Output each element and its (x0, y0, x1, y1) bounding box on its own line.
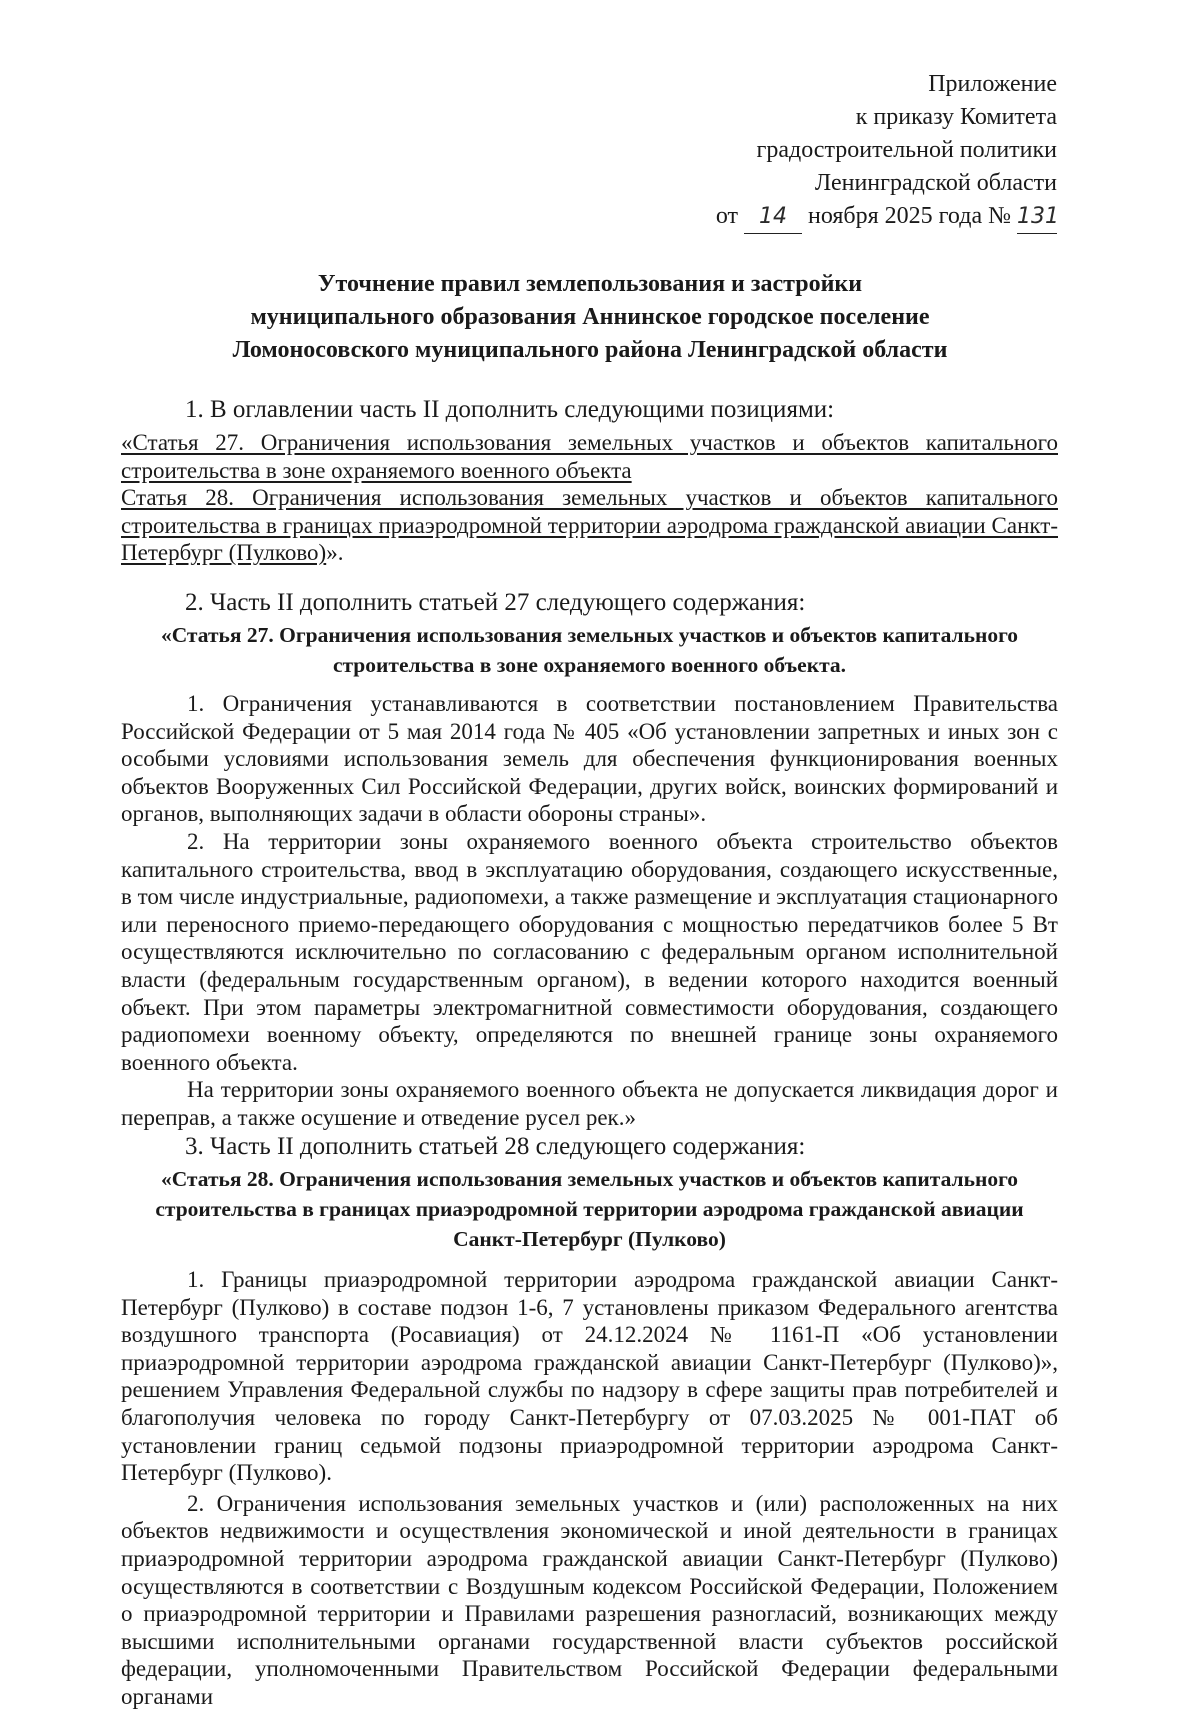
paragraph: 2. На территории зоны охраняемого военного объекта строительство объектов капитального строительства, ввод в эксплуатацию оборудования, создающего искусственные, в том числе индустриальные, радиопомехи, а также размещение и эксплуатация стационарного или переносного приемо-передающего оборудования с мощностью передатчиков более 5 Вт осуществляются исключительно по согласованию с федеральным органом исполнительной власти (федеральным государственным органом), в ведении которого находится военный объект. При этом параметры электромагнитной совместимости оборудования, создающего радиопомехи военному объекту, определяются по внешней границе зоны охраняемого военного объекта. (121, 828, 1058, 1075)
approval-line: градостроительной политики (756, 137, 1057, 163)
toc-line: строительства в границах приаэродромной территории аэродрома гражданской авиации Санкт- (121, 512, 1058, 538)
approval-line: к приказу Комитета (855, 104, 1057, 130)
date-rest: ноября 2025 года № (808, 203, 1011, 229)
section-1 (121, 395, 1058, 567)
handwritten-order-number: 131 (1017, 200, 1057, 234)
toc-line: Статья 28. Ограничения использования земельных участков и объектов капитального (121, 485, 1058, 511)
section-3 (121, 1132, 1058, 1711)
approval-date-line (716, 200, 1057, 234)
toc-additions (121, 429, 1058, 567)
title-line: муниципального образования Аннинское городское поселение (250, 304, 930, 330)
title-line: Уточнение правил землепользования и застройки (317, 271, 863, 297)
approval-line: Приложение (928, 71, 1057, 97)
toc-line: Петербург (Пулково)». (121, 540, 344, 566)
section-heading: 2. Часть II дополнить статьей 27 следующего содержания: (185, 589, 806, 616)
toc-line: «Статья 27. Ограничения использования земельных участков и объектов капитального (121, 430, 1058, 455)
title-line: Ломоносовского муниципального района Ленинградской области (232, 337, 948, 363)
paragraph: 1. Ограничения устанавливаются в соответствии постановлением Правительства Российской Федерации от 5 мая 2014 года № 405 «Об установлении запретных и иных зон с особыми условиями использования земель для обеспечения функционирования военных объектов Вооруженных Сил Российской Федерации, других войск, воинских формирований и органов, выполняющих задачи в области обороны страны». (121, 691, 1058, 827)
approval-line: Ленинградской области (814, 170, 1057, 196)
paragraph: 2. Ограничения использования земельных участков и (или) расположенных на них объектов недвижимости и осуществления экономической и иной деятельности в границах приаэродромной территории аэродрома гражданской авиации Санкт-Петербург (Пулково) осуществляются в соответствии с Воздушным кодексом Российской Федерации, Положением о приаэродромной территории и Правилами разрешения разногласий, возникающих между высшими исполнительными органами государственной власти субъектов российской федерации, уполномоченными Правительством Российской Федерации федеральными органами (121, 1490, 1058, 1709)
handwritten-day: 14 (744, 200, 802, 234)
date-prefix: от (715, 203, 738, 229)
section-heading: 1. В оглавлении часть II дополнить следующими позициями: (185, 396, 835, 423)
section-2 (121, 588, 1058, 1132)
paragraph: На территории зоны охраняемого военного объекта не допускается ликвидация дорог и переправ, а также осушение и отведение русел рек.» (121, 1077, 1058, 1130)
section-heading: 3. Часть II дополнить статьей 28 следующего содержания: (185, 1133, 806, 1160)
approval-block (716, 68, 1057, 234)
article-title: «Статья 27. Ограничения использования земельных участков и объектов капитального строительства в зоне охраняемого военного объекта. (160, 623, 1019, 677)
document-title (120, 268, 1060, 367)
paragraph: 1. Границы приаэродромной территории аэродрома гражданской авиации Санкт-Петербург (Пулково) в составе подзон 1-6, 7 установлены приказом Федерального агентства воздушного транспорта (Росавиация) от 24.12.2024 № 1161-П «Об установлении приаэродромной территории аэродрома гражданской авиации Санкт-Петербург (Пулково)», решением Управления Федеральной службы по надзору в сфере защиты прав потребителей и благополучия человека по городу Санкт-Петербургу от 07.03.2025 № 001-ПАТ об установлении границ седьмой подзоны приаэродромной территории аэродрома Санкт-Петербург (Пулково). (121, 1267, 1058, 1486)
article-title: «Статья 28. Ограничения использования земельных участков и объектов капитального строительства в границах приаэродромной территории аэродрома гражданской авиации Санкт-Петербург (Пулково) (155, 1167, 1024, 1251)
toc-line: строительства в зоне охраняемого военного объекта (121, 457, 632, 483)
